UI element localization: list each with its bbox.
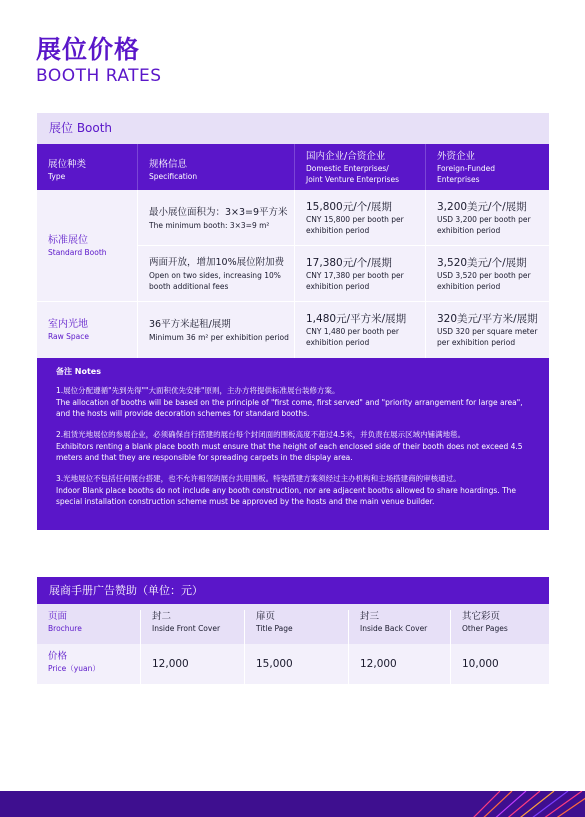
raw-domestic-cn: 1,480元/平方米/展期: [306, 313, 407, 325]
header-domestic-en2: Joint Venture Enterprises: [306, 175, 399, 184]
header-type-cn: 展位种类: [48, 159, 87, 170]
footer-decoration: [0, 791, 585, 817]
booth-section: [37, 113, 549, 530]
standard-type-cn: 标准展位: [48, 234, 88, 246]
ads-price-inside-back-cover: 12,000: [348, 644, 450, 684]
raw-foreign-cn: 320美元/平方米/展期: [437, 313, 538, 325]
ads-title-page: [244, 610, 348, 644]
ads-price-en: Price（yuan）: [48, 664, 100, 673]
header-type: [37, 144, 137, 190]
ads-inside-back-cover-cn: 封三: [360, 611, 380, 622]
standard-spec-2-en2: booth additional fees: [149, 282, 229, 291]
header-spec-en: Specification: [149, 172, 198, 181]
raw-domestic-cell: [294, 302, 425, 358]
ads-price-other-pages: 10,000: [450, 644, 549, 684]
ads-brochure-cn: 页面: [48, 611, 68, 622]
page-title-en: BOOTH RATES: [36, 66, 162, 86]
standard-spec-1-en: The minimum booth: 3×3=9 m²: [149, 221, 270, 230]
ads-title-page-cn: 扉页: [256, 611, 276, 622]
standard-domestic-2-en1: CNY 17,380 per booth per: [306, 271, 404, 280]
ads-price-cn: 价格: [48, 651, 68, 662]
ads-row-brochure: [37, 604, 549, 644]
footer-band: [0, 791, 585, 817]
page-title-cn: 展位价格: [36, 35, 141, 64]
raw-space-row: [37, 301, 549, 358]
raw-foreign-cell: [425, 302, 549, 358]
ads-inside-back-cover: [348, 610, 450, 644]
header-domestic-cn: 国内企业/合资企业: [306, 151, 386, 162]
raw-foreign-en2: per exhibition period: [437, 338, 516, 347]
header-foreign-en2: Enterprises: [437, 175, 480, 184]
standard-spec-2-en1: Open on two sides, increasing 10%: [149, 271, 281, 280]
standard-domestic-1-cn: 15,800元/个/展期: [306, 201, 392, 213]
raw-type-cell: [37, 302, 137, 358]
header-foreign: [425, 144, 549, 190]
standard-spec-1: [137, 190, 294, 245]
standard-spec-2-cn: 两面开放，增加10%展位附加费: [149, 257, 285, 268]
standard-spec-2: [137, 245, 294, 301]
ads-brochure-en: Brochure: [48, 624, 82, 633]
standard-domestic-2: [294, 245, 425, 301]
note-1-en: The allocation of booths will be based on the principle of "first come, first served" and "priority arrangement for large area", and the hosts will provide decoration schemes for standard booths.: [56, 398, 523, 418]
header-domestic: [294, 144, 425, 190]
ads-inside-back-cover-en: Inside Back Cover: [360, 624, 428, 633]
note-2-cn: 2.租赁光地展位的参展企业，必须确保自行搭建的展台每个封闭面的围板高度不超过4.5米，并负责在展示区域内铺满地毯。: [56, 430, 466, 439]
standard-subrow-1: [137, 190, 549, 245]
raw-spec-en: Minimum 36 m² per exhibition period: [149, 333, 289, 342]
booth-section-title: 展位 Booth: [37, 113, 549, 144]
note-3-cn: 3.光地展位不包括任何展台搭建，也不允许相邻的展台共用围板。特装搭建方案须经过主办机构和主场搭建商的审核通过。: [56, 474, 461, 483]
note-1-cn: 1.展位分配遵循"先到先得""大面积优先安排"原则，主办方将提供标准展台装修方案。: [56, 386, 340, 395]
booth-table-header: [37, 144, 549, 190]
ads-price-inside-front-cover: 12,000: [140, 644, 244, 684]
standard-domestic-2-cn: 17,380元/个/展期: [306, 257, 392, 269]
ads-price-title-page: 15,000: [244, 644, 348, 684]
ads-section-title: 展商手册广告赞助（单位：元）: [37, 577, 549, 604]
standard-foreign-1: [425, 190, 549, 245]
ads-inside-front-cover-cn: 封二: [152, 611, 172, 622]
notes-box: [37, 358, 549, 530]
standard-foreign-2-cn: 3,520美元/个/展期: [437, 257, 527, 269]
raw-type-en: Raw Space: [48, 332, 90, 341]
raw-domestic-en2: exhibition period: [306, 338, 370, 347]
ads-other-pages-en: Other Pages: [462, 624, 508, 633]
standard-subrows: [137, 190, 549, 301]
ads-row-price: [37, 644, 549, 684]
raw-spec-cn: 36平方米起租/展期: [149, 319, 231, 330]
ads-brochure-label: [37, 610, 140, 644]
ads-other-pages-cn: 其它彩页: [462, 611, 501, 622]
raw-type-cn: 室内光地: [48, 319, 88, 330]
raw-domestic-en1: CNY 1,480 per booth per: [306, 327, 399, 336]
header-domestic-en1: Domestic Enterprises/: [306, 164, 389, 173]
standard-foreign-1-cn: 3,200美元/个/展期: [437, 201, 527, 213]
ads-inside-front-cover: [140, 610, 244, 644]
note-3-en: Indoor Blank place booths do not include any booth construction, nor are adjacent booths allowed to share hoardings. The special installation construction scheme must be approved by the hosts and the main venue builder.: [56, 486, 517, 506]
raw-foreign-en1: USD 320 per square meter: [437, 327, 538, 336]
header-spec-cn: 规格信息: [149, 159, 188, 170]
standard-foreign-2-en2: exhibition period: [437, 282, 501, 291]
ads-inside-front-cover-en: Inside Front Cover: [152, 624, 221, 633]
standard-domestic-1-en1: CNY 15,800 per booth per: [306, 215, 404, 224]
standard-domestic-1: [294, 190, 425, 245]
standard-subrow-2: [137, 245, 549, 301]
standard-foreign-2: [425, 245, 549, 301]
standard-type-cell: [37, 190, 137, 301]
standard-spec-1-cn: 最小展位面积为：3×3=9平方米: [149, 207, 288, 218]
standard-foreign-1-en2: exhibition period: [437, 226, 501, 235]
header-foreign-cn: 外资企业: [437, 151, 476, 162]
header-foreign-en1: Foreign-Funded: [437, 164, 496, 173]
standard-foreign-1-en1: USD 3,200 per booth per: [437, 215, 531, 224]
header-spec: [137, 144, 294, 190]
raw-spec-cell: [137, 302, 294, 358]
standard-domestic-1-en2: exhibition period: [306, 226, 370, 235]
header-type-en: Type: [48, 172, 66, 181]
standard-foreign-2-en1: USD 3,520 per booth per: [437, 271, 531, 280]
notes-title: 备注 Notes: [56, 367, 101, 376]
ads-price-label: [37, 644, 140, 684]
standard-domestic-2-en2: exhibition period: [306, 282, 370, 291]
note-2-en: Exhibitors renting a blank place booth must ensure that the height of each enclosed side of their booth does not exceed 4.5 meters and that they are responsible for spreading carpets in the display area.: [56, 442, 523, 462]
booth-table-body: [37, 190, 549, 358]
ads-other-pages: [450, 610, 549, 644]
standard-type-en: Standard Booth: [48, 247, 107, 257]
standard-booth-row: [37, 190, 549, 301]
ads-title-page-en: Title Page: [256, 624, 293, 633]
ads-section: [37, 577, 549, 684]
